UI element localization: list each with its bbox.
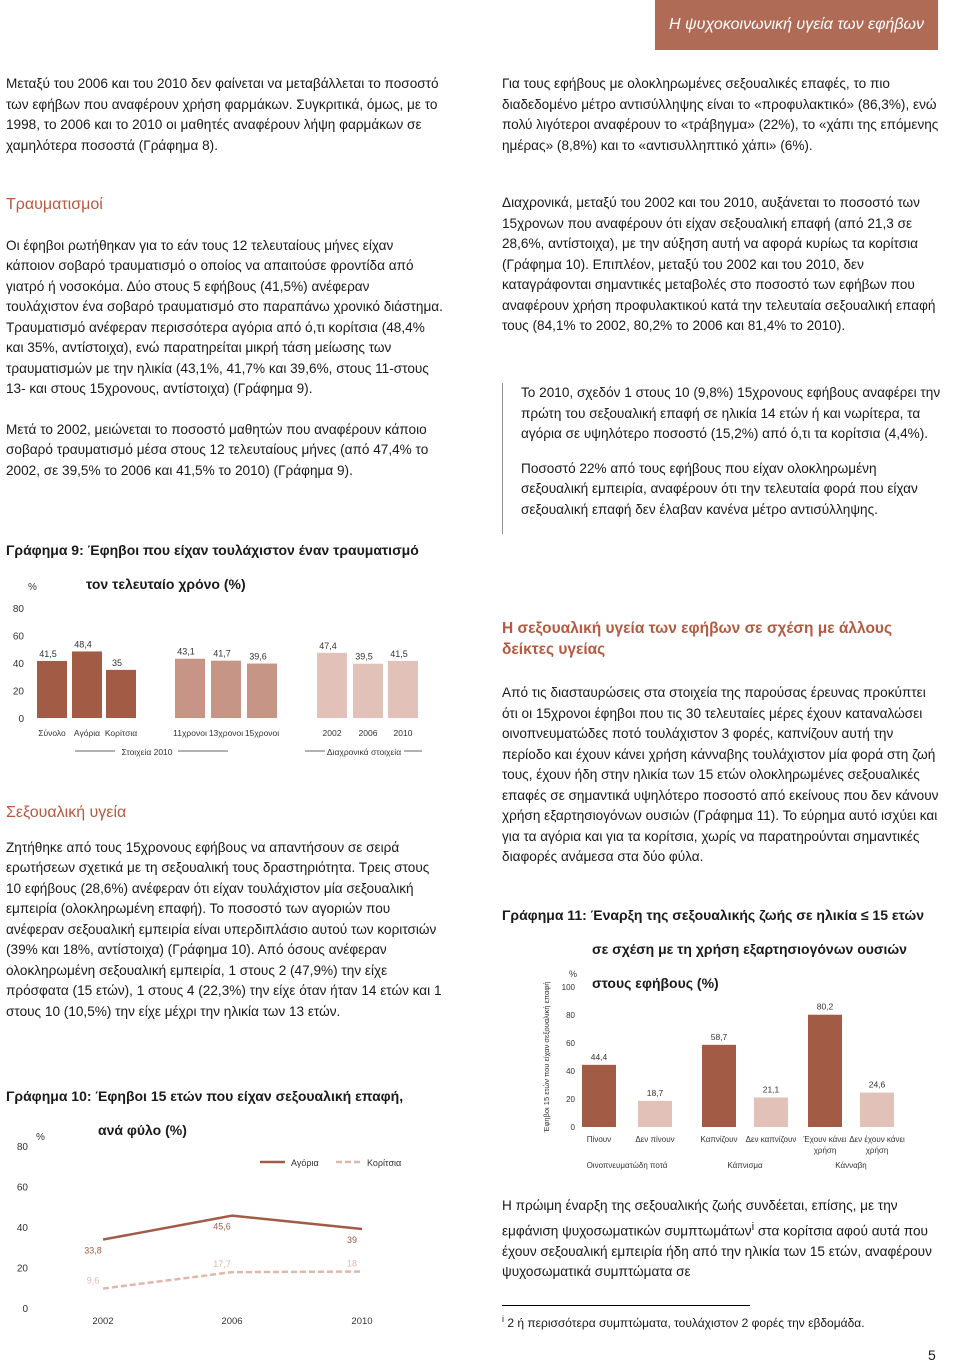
chart11-value-label: 80,2 (816, 1001, 834, 1012)
chart9-category-label: 2002 (322, 728, 342, 738)
chart11-bar (754, 1097, 788, 1127)
chart10-title-line2: ανά φύλο (%) (98, 1122, 187, 1138)
chart11-value-label: 58,7 (710, 1031, 728, 1042)
paragraph-injuries-2: Μετά το 2002, μειώνεται το ποσοστό μαθητών που αναφέρουν κάποιο σοβαρό τραυματισμό μέσα στους 12 τελευταίους μήνες (από 47,4% το 2002, σε 39,5% το 2006 και 41,5% το 2010) (Γράφημα 9). (6, 421, 429, 478)
paragraph-sexual-health: Ζητήθηκε από τους 15χρονους εφήβους να απαντήσουν σε σειρά ερωτήσεων σχετικά με τη σεξουαλική τους δραστηριότητα. Τρεις στους 10 εφήβους (28,6%) ανέφεραν ότι είχαν τουλάχιστον μία σεξουαλική εμπειρία (ολοκληρωμένη επαφή). Το ποσοστό των αγοριών που ανέφεραν σεξουαλική εμπειρία είναι υπερδιπλάσιο αυτού των κοριτσιών (39% και 18%, αντίστοιχα) (Γράφημα 10). Από όσους ανέφεραν ολοκληρωμένη σεξουαλική εμπειρία, 1 στους 2 (47,9%) την είχε πρόσφατα (15 ετών), 1 στους 4 (22,3%) την είχε όταν ήταν 14 ετών και 1 στους 10 (10,5%) την είχε μέχρι την ηλικία των 13 ετών. (6, 839, 442, 1019)
chart9-value-label: 41,5 (390, 648, 408, 659)
chart11-bar (808, 1015, 842, 1127)
chart11-y-tick: 100 (561, 983, 575, 992)
chart11 (535, 965, 935, 1175)
chart11-y-label: Έφηβοι 15 ετών που είχαν σεξουαλική επαφή (542, 981, 551, 1133)
chart10-y-tick: 80 (16, 1142, 28, 1153)
chart11-group-label: Οινοπνευματώδη ποτά (586, 1161, 668, 1170)
chart11-category-label: χρήση (865, 1146, 889, 1155)
chart9-value-label: 47,4 (319, 640, 337, 651)
footnote (502, 1314, 865, 1330)
chart10-x-label: 2010 (351, 1316, 373, 1327)
highlight-box (502, 383, 942, 534)
chart11-category-label: Δεν πίνουν (635, 1135, 675, 1144)
chart9-bar (247, 664, 277, 718)
running-header-title: Η ψυχοκοινωνική υγεία των εφήβων (669, 16, 924, 33)
chart9-value-label: 39,5 (355, 651, 373, 662)
chart11-bar (582, 1065, 616, 1127)
paragraph-psychosomatic (502, 1196, 942, 1283)
chart10-point-label: 18 (346, 1258, 358, 1269)
chart9-bar (317, 653, 347, 718)
chart11-category-label: Έχουν κάνει (803, 1135, 847, 1144)
chart9-group-label: Στοιχεία 2010 (121, 747, 173, 757)
psychosomatic-text: Η πρώιμη έναρξη της σεξουαλικής ζωής συνδέεται, επίσης, με την εμφάνιση ψυχοσωματικών συμπτωμάτων (502, 1198, 898, 1239)
chart10-x-label: 2006 (221, 1316, 243, 1327)
chart9-bar (175, 659, 205, 718)
page-number: 5 (928, 1347, 936, 1363)
chart9-value-label: 41,7 (213, 648, 231, 659)
psychosomatic-text-2: στα κορίτσια αφού αυτά που έχουν σεξουαλική εμπειρία ήδη από την ηλικία των 15 ετών, αναφέρουν ψυχοσωματικά συμπτώματα σε (502, 1223, 932, 1280)
chart9-bar (37, 661, 67, 718)
chart9-y-tick: 60 (12, 631, 24, 643)
chart9-category-label: 15χρονοι (244, 728, 280, 738)
chart10-legend-label: Κορίτσια (367, 1158, 402, 1168)
chart11-y-tick: 20 (566, 1095, 575, 1104)
chart10-series-line (103, 1272, 362, 1289)
chart10-y-tick: 20 (16, 1263, 28, 1275)
right-psychosomatic (502, 1196, 942, 1297)
right-trend (502, 193, 942, 351)
paragraph-medication: Μεταξύ του 2006 και του 2010 δεν φαίνεται να μεταβάλλεται το ποσοστό των εφήβων που αναφέρουν χρήση φαρμάκων. Συγκριτικά, όμως, με το 1998, το 2006 και το 2010 οι μαθητές αναφέρουν λήψη φαρμάκων σε χαμηλότερα ποσοστά (Γράφημα 8). (6, 76, 439, 153)
chart11-group-label: Κάνναβη (835, 1161, 867, 1170)
chart11-value-label: 21,1 (762, 1084, 780, 1095)
chart11-y-tick: 80 (566, 1011, 575, 1020)
left-intro (6, 74, 444, 170)
section-title-other-indicators: Η σεξουαλική υγεία των εφήβων σε σχέση με άλλους δείκτες υγείας (502, 620, 893, 658)
chart11-category-label: Δεν καπνίζουν (745, 1135, 797, 1144)
chart9-category-label: 11χρονοι (173, 728, 207, 738)
chart9 (0, 578, 450, 768)
chart10-y-tick: 40 (16, 1223, 28, 1234)
chart9-bar (72, 651, 102, 718)
chart11-value-label: 44,4 (590, 1051, 608, 1062)
chart9-category-label: 2010 (393, 728, 413, 738)
section-title-sexual-health: Σεξουαλική υγεία (6, 804, 127, 821)
chart9-category-label: 13χρονοι (208, 728, 244, 738)
footnote-rule (502, 1305, 750, 1306)
chart9-value-label: 48,4 (74, 639, 92, 650)
chart9-value-label: 35 (111, 657, 123, 668)
box-paragraph-2: Ποσοστό 22% από τους εφήβους που είχαν ολοκληρωμένη σεξουαλική εμπειρία, αναφέρουν ότι την τελευταία φορά που είχαν σεξουαλική επαφή δεν έλαβαν κανένα μέτρο αντισύλληψης. (521, 460, 918, 517)
chart11-y-tick: 40 (566, 1067, 575, 1076)
chart11-category-label: Καπνίζουν (700, 1135, 738, 1144)
chart10-y-tick: 60 (16, 1182, 28, 1194)
chart9-title-line2: τον τελευταίο χρόνο (%) (86, 576, 246, 592)
chart9-category-label: Αγόρια (73, 728, 101, 738)
chart10-point-label: 17,7 (213, 1259, 231, 1270)
chart11-category-label: Δεν έχουν κάνει (849, 1135, 905, 1144)
chart9-bar (106, 670, 136, 718)
chart11-value-label: 24,6 (868, 1079, 886, 1090)
footnote-mark: i (502, 1314, 504, 1324)
paragraph-trend: Διαχρονικά, μεταξύ του 2002 και του 2010, αυξάνεται το ποσοστό των 15χρονων που αναφέρουν ότι είχαν σεξουαλική επαφή (από 21,3 σε 28,6%, αντίστοιχα), με την αύξηση αυτή να αφορά κυρίως τα κορίτσια (Γράφημα 10). Επιπλέον, μεταξύ του 2002 και του 2010, δεν καταγράφονται σημαντικές μεταβολές στο ποσοστό των εφήβων που αναφέρουν χρήση προφυλακτικού κατά την τελευταία σεξουαλική επαφή τους (84,1% το 2002, 80,2% το 2006 και 81,4% το 2010). (502, 195, 936, 333)
paragraph-crosstab: Από τις διασταυρώσεις στα στοιχεία της παρούσας έρευνας προκύπτει ότι οι 15χρονοι έφηβοι που τις 30 τελευταίες μέρες έχουν καταναλώσει οινοπνευματώδες ποτό τουλάχιστον 3 φορές, καπνίζουν αυτή την περίοδο και έχουν κάνει χρήση κάνναβης τουλάχιστον μία φορά στη ζωή τους, έχουν ήδη στην ηλικία των 15 ετών ολοκληρωμένες σεξουαλικές επαφές σε σημαντικά υψηλότερο ποσοστό από εκείνους που δεν κάνουν χρήση εξαρτησιογόνων ουσιών (Γράφημα 11). Το εύρημα αυτό ισχύει και για τα αγόρια και για τα κορίτσια, χωρίς να παρατηρούνται σημαντικές διαφορές ανάμεσα στα δύο φύλα. (502, 685, 939, 864)
box-paragraph-1: Το 2010, σχεδόν 1 στους 10 (9,8%) 15χρονους εφήβους αναφέρει την πρώτη του σεξουαλική επαφή σε ηλικία 14 ετών ή και νωρίτερα, τα αγόρια σε υψηλότερο ποσοστό (15,2%) από ό,τι τα κορίτσια (4,4%). (521, 385, 941, 441)
chart10 (0, 1126, 450, 1336)
chart9-value-label: 43,1 (177, 646, 195, 657)
running-header (655, 0, 938, 50)
chart9-bar (388, 661, 418, 718)
chart11-category-label: Πίνουν (586, 1135, 612, 1144)
chart9-group-label: Διαχρονικά στοιχεία (326, 747, 402, 757)
chart9-category-label: 2006 (358, 728, 378, 738)
chart10-point-label: 45,6 (213, 1221, 231, 1232)
paragraph-injuries-1: Οι έφηβοι ρωτήθηκαν για το εάν τους 12 τελευταίους μήνες είχαν κάποιον σοβαρό τραυματισμό ο οποίος να απαιτούσε φροντίδα από γιατρό ή νοσοκόμα. Δύο στους 5 εφήβους (41,5%) ανέφεραν τουλάχιστον ένα σοβαρό τραυματισμό στο παραπάνω χρονικό διάστημα. Τραυματισμό ανέφεραν περισσότερα αγόρια από ό,τι κορίτσια (48,4% και 35%, αντίστοιχα), ενώ παρατηρείται μικρή τάση μείωσης των τραυματισμών με την ηλικία (43,1%, 41,7% και 39,6%, στους 11-στους 13- και στους 15χρονους, αντίστοιχα) (Γράφημα 9). (6, 237, 443, 396)
right-section-title (502, 618, 942, 674)
chart9-value-label: 39,6 (249, 651, 267, 662)
chart10-title-line1: Γράφημα 10: Έφηβοι 15 ετών που είχαν σεξουαλική επαφή, (6, 1088, 404, 1104)
chart9-title-line1: Γράφημα 9: Έφηβοι που είχαν τουλάχιστον έναν τραυματισμό (6, 542, 419, 558)
chart11-bar (860, 1093, 894, 1127)
chart11-y-unit: % (569, 969, 578, 979)
footnote-ref[interactable]: i (751, 1220, 755, 1233)
chart9-y-tick: 20 (12, 686, 24, 698)
chart11-y-tick: 0 (570, 1123, 575, 1132)
chart11-title-line2: σε σχέση με τη χρήση εξαρτησιογόνων ουσιών (592, 941, 907, 957)
chart9-category-label: Κορίτσια (104, 728, 138, 738)
chart10-y-unit: % (36, 1132, 45, 1143)
chart11-value-label: 18,7 (646, 1087, 664, 1098)
chart9-y-unit: % (28, 582, 37, 593)
chart11-group-label: Κάπνισμα (727, 1161, 763, 1170)
chart10-point-label: 33,8 (84, 1245, 102, 1256)
chart9-y-tick: 80 (12, 604, 24, 615)
left-injuries (6, 195, 444, 495)
chart10-legend-label: Αγόρια (291, 1158, 319, 1168)
footnote-text: 2 ή περισσότερα συμπτώματα, τουλάχιστον 2 φορές την εβδομάδα. (507, 1316, 865, 1330)
chart10-point-label: 39 (346, 1235, 358, 1246)
chart10-series-line (103, 1216, 362, 1240)
chart11-bar (702, 1045, 736, 1127)
chart9-bar (353, 664, 383, 718)
chart11-title-line1: Γράφημα 11: Έναρξη της σεξουαλικής ζωής σε ηλικία ≤ 15 ετών (502, 907, 924, 923)
chart11-title-line3: στους εφήβους (%) (592, 975, 719, 991)
chart11-category-label: χρήση (813, 1146, 837, 1155)
chart11-y-tick: 60 (566, 1039, 575, 1048)
right-crosstab (502, 683, 942, 882)
chart9-bar (211, 661, 241, 718)
chart11-bar (638, 1101, 672, 1127)
paragraph-contraception: Για τους εφήβους με ολοκληρωμένες σεξουαλικές επαφές, το πιο διαδεδομένο μέτρο αντισύλληψης είναι το «προφυλακτικό» (86,3%), ενώ πολύ λιγότεροι αναφέρουν το «τράβηγμα» (22%), το «χάπι της επόμενης ημέρας» (8,8%) και το «αντισυλληπτικό χάπι» (6%). (502, 76, 939, 153)
chart9-y-tick: 0 (18, 714, 24, 725)
chart10-point-label: 9,6 (86, 1275, 100, 1286)
chart9-y-tick: 40 (12, 659, 24, 670)
chart10-x-label: 2002 (92, 1316, 114, 1327)
section-title-injuries: Τραυματισμοί (6, 196, 103, 213)
chart9-category-label: Σύνολο (38, 728, 66, 738)
right-contraception (502, 74, 942, 170)
chart10-y-tick: 0 (22, 1304, 28, 1315)
left-sexual (6, 803, 444, 1036)
chart9-value-label: 41,5 (39, 648, 57, 659)
